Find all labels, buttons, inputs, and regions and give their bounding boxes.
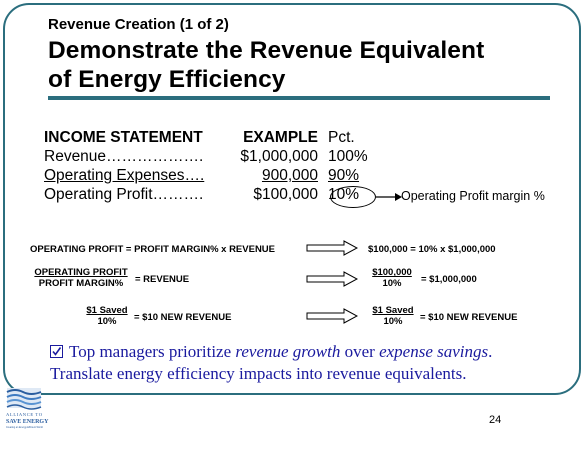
logo-line-2: SAVE ENERGY (6, 419, 49, 425)
key-takeaway (50, 341, 492, 385)
logo-line-1: ALLIANCE TO (6, 412, 43, 417)
header-example: EXAMPLE (243, 129, 318, 146)
row-label: Operating Profit………. (44, 186, 204, 203)
fraction-denominator: PROFIT MARGIN% (38, 278, 124, 289)
equation-3-example-rhs: = $10 NEW REVENUE (420, 312, 518, 323)
equation-2-rhs: = REVENUE (135, 274, 190, 285)
block-arrow-icon (306, 308, 358, 324)
text-segment: . (488, 342, 493, 361)
equation-3-rhs: = $10 NEW REVENUE (134, 312, 232, 323)
equation-1-formula: OPERATING PROFIT = PROFIT MARGIN% x REVENUE (30, 244, 276, 255)
slide-title (48, 36, 484, 94)
equation-2-example-fraction (368, 267, 416, 289)
row-pct: 100% (328, 148, 368, 165)
fraction-numerator: OPERATING PROFIT (34, 267, 128, 278)
slide-subtitle: Revenue Creation (1 of 2) (48, 16, 229, 33)
row-label: Operating Expenses…. (44, 167, 205, 184)
row-label: Revenue………………. (44, 148, 204, 165)
fraction-denominator: 10% (97, 316, 117, 327)
logo-waves-icon (5, 386, 55, 438)
row-pct: 10% (328, 186, 360, 203)
logo-tagline: Creating an Energy-Efficient World (6, 426, 43, 429)
row-amount: $1,000,000 (240, 148, 318, 165)
emphasis-revenue-growth: revenue growth (235, 342, 341, 361)
equation-2-example-rhs: = $1,000,000 (421, 274, 477, 285)
equation-3-fraction (84, 305, 130, 327)
equation-3-example-fraction (370, 305, 416, 327)
margin-note: Operating Profit margin % (401, 189, 545, 203)
header-pct: Pct. (328, 129, 355, 146)
row-amount: 900,000 (261, 167, 318, 184)
fraction-numerator: $100,000 (372, 267, 412, 278)
row-pct: 90% (328, 167, 360, 184)
alliance-to-save-energy-logo (5, 386, 55, 438)
pct-highlight-oval (330, 186, 376, 208)
equation-2-fraction (32, 267, 130, 289)
title-line-2: of Energy Efficiency (48, 66, 286, 93)
takeaway-line-2: Translate energy efficiency impacts into revenue equivalents. (50, 364, 467, 383)
equation-1-example: $100,000 = 10% x $1,000,000 (368, 244, 496, 255)
page-number: 24 (489, 414, 502, 426)
fraction-numerator: $1 Saved (86, 305, 128, 316)
text-segment: over (340, 342, 380, 361)
emphasis-expense-savings: expense savings (379, 342, 489, 361)
fraction-numerator: $1 Saved (372, 305, 414, 316)
takeaway-line-1 (50, 341, 492, 363)
title-underline (48, 96, 550, 100)
row-amount: $100,000 (253, 186, 318, 203)
header-income-statement: INCOME STATEMENT (44, 129, 203, 146)
fraction-denominator: 10% (383, 316, 403, 327)
block-arrow-icon (306, 271, 358, 287)
checkbox-checked-icon (50, 345, 63, 358)
text-segment: Top managers prioritize (69, 342, 236, 361)
block-arrow-icon (306, 240, 358, 256)
fraction-denominator: 10% (382, 278, 402, 289)
arrow-right-icon (376, 190, 402, 204)
title-line-1: Demonstrate the Revenue Equivalent (48, 37, 485, 64)
